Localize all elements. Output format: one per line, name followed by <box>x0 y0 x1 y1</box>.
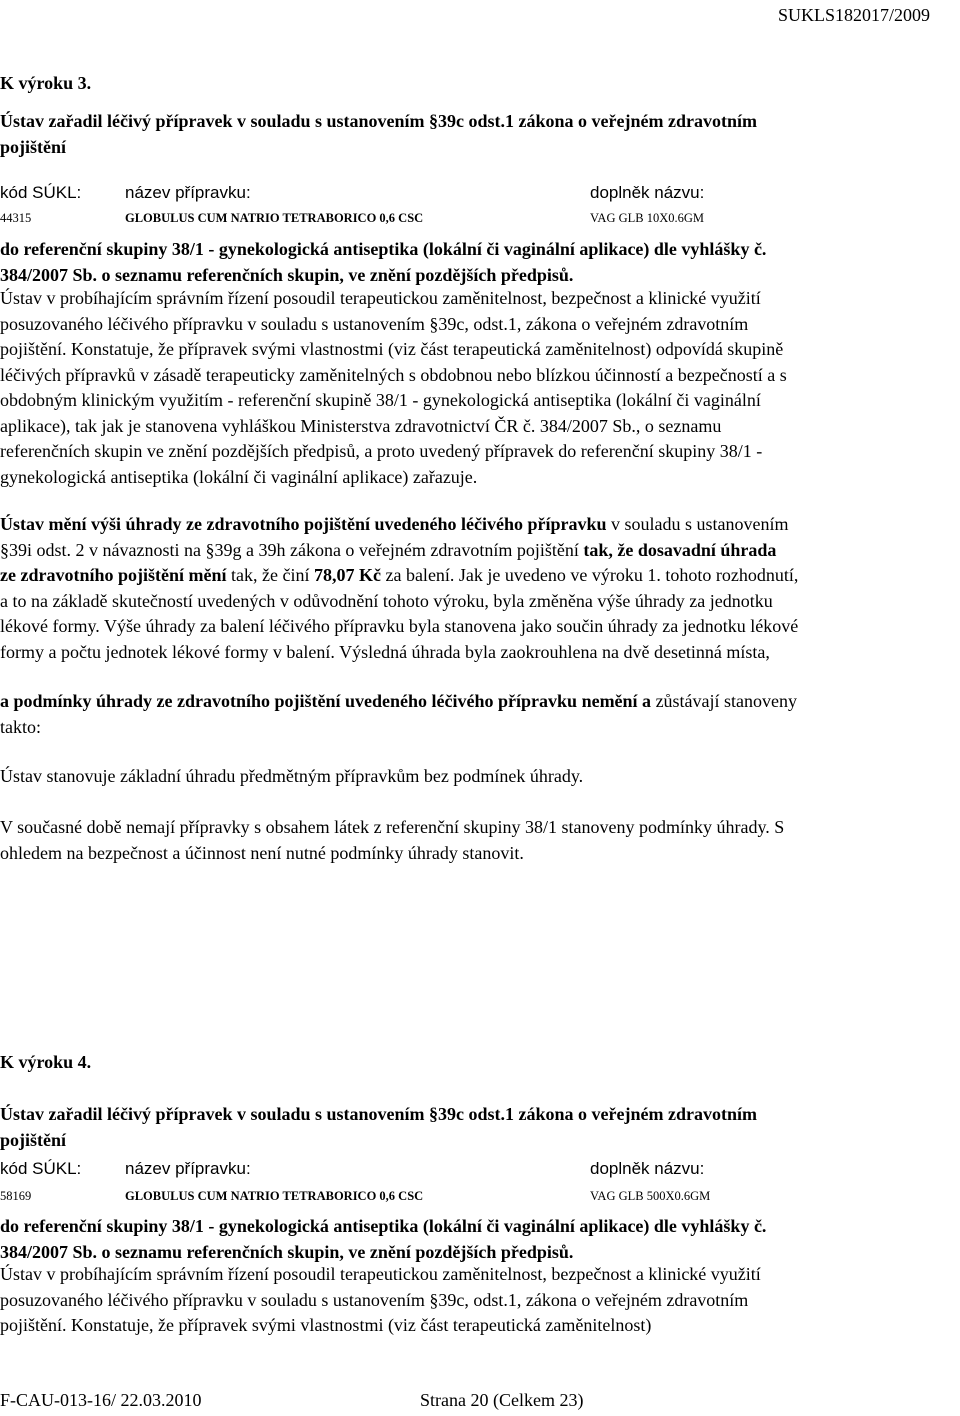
product-name: GLOBULUS CUM NATRIO TETRABORICO 0,6 CSC <box>125 1189 424 1203</box>
section-3-body <box>0 286 960 490</box>
section-4-reference-group <box>0 1214 960 1265</box>
section-4-intro-line: pojištění <box>0 1129 67 1150</box>
label-code: kód SÚKL: <box>0 1159 82 1178</box>
section-4-intro-line: Ústav zařadil léčivý přípravek v souladu s ustanovením §39c odst.1 zákona o veřejném zdravotním <box>0 1104 757 1124</box>
body-line: gynekologická antiseptika (lokální či vaginální aplikace) zařazuje. <box>0 466 478 487</box>
label-supplement: doplněk názvu: <box>590 1159 705 1178</box>
footer-page-number: Strana 20 (Celkem 23) <box>420 1390 584 1410</box>
body-line: Ústav v probíhajícím správním řízení posoudil terapeutickou zaměnitelnost, bezpečnost a klinické využití <box>0 288 761 308</box>
change-line-3b: za balení. Jak je uvedeno ve výroku 1. tohoto rozhodnutí, <box>380 565 799 585</box>
group-line: do referenční skupiny 38/1 - gynekologická antiseptika (lokální či vaginální aplikace) dle vyhlášky č. <box>0 239 767 259</box>
section-3-reference-group <box>0 237 960 288</box>
conditions-line-2: takto: <box>0 716 41 737</box>
section-3-intro-line: pojištění <box>0 136 67 157</box>
label-code: kód SÚKL: <box>0 183 82 202</box>
conditions-bold: a podmínky úhrady ze zdravotního pojištění uvedeného léčivého přípravku nemění a <box>0 691 652 711</box>
section-3-intro <box>0 109 960 160</box>
change-bold-2: tak, že dosavadní úhrada <box>583 539 777 560</box>
group-line: do referenční skupiny 38/1 - gynekologická antiseptika (lokální či vaginální aplikace) dle vyhlášky č. <box>0 1216 767 1236</box>
section-3-intro-line: Ústav zařadil léčivý přípravek v souladu s ustanovením §39c odst.1 zákona o veřejném zdravotním <box>0 111 757 131</box>
footer-form-code: F-CAU-013-16/ 22.03.2010 <box>0 1390 202 1410</box>
body-line: posuzovaného léčivého přípravku v souladu s ustanovením §39c, odst.1, zákona o veřejném zdravotním <box>0 313 749 334</box>
product-code: 58169 <box>0 1189 32 1203</box>
change-line-3a: tak, že činí <box>226 565 314 585</box>
label-name: název přípravku: <box>125 183 251 202</box>
change-line: formy a počtu jednotek lékové formy v balení. Výsledná úhrada byla zaokrouhlena na dvě desetinná místa, <box>0 641 770 662</box>
body-line: Ústav v probíhajícím správním řízení posoudil terapeutickou zaměnitelnost, bezpečnost a klinické využití <box>0 1264 761 1284</box>
product-supplement: VAG GLB 10X0.6GM <box>590 211 705 225</box>
section-3-basic-reimbursement <box>0 764 960 790</box>
current-line: ohledem na bezpečnost a účinnost není nutné podmínky úhrady stanovit. <box>0 842 524 863</box>
basic-line: Ústav stanovuje základní úhradu předmětným přípravkům bez podmínek úhrady. <box>0 766 584 786</box>
change-bold: Ústav mění výši úhrady ze zdravotního pojištění uvedeného léčivého přípravku <box>0 514 607 534</box>
section-3-current-state <box>0 815 960 866</box>
product-code: 44315 <box>0 211 32 225</box>
body-line: pojištění. Konstatuje, že přípravek svými vlastnostmi (viz část terapeutická zaměnitelnost) <box>0 1315 652 1335</box>
body-line: obdobným klinickým využitím - referenční skupině 38/1 - gynekologická antiseptika (lokální či vaginální <box>0 390 761 410</box>
document-reference: SUKLS182017/2009 <box>778 5 931 25</box>
section-4-intro <box>0 1102 960 1153</box>
current-line: V současné době nemají přípravky s obsahem látek z referenční skupiny 38/1 stanoveny podmínky úhrady. S <box>0 817 785 837</box>
product-name: GLOBULUS CUM NATRIO TETRABORICO 0,6 CSC <box>125 211 424 225</box>
change-amount: 78,07 Kč <box>313 565 381 585</box>
body-line: referenčních skupin ve znění pozdějších předpisů, a proto uvedený přípravek do referenční skupiny 38/1 - <box>0 441 763 461</box>
label-name: název přípravku: <box>125 1159 251 1178</box>
product-supplement: VAG GLB 500X0.6GM <box>590 1189 711 1203</box>
change-line: lékové formy. Výše úhrady za balení léčivého přípravku byla stanovena jako součin úhrady za jednotku lékové <box>0 616 799 636</box>
body-line: pojištění. Konstatuje, že přípravek svými vlastnostmi (viz část terapeutická zaměnitelnost) odpovídá skupině <box>0 339 784 359</box>
section-3-reimbursement-change <box>0 512 960 665</box>
body-line: aplikace), tak jak je stanovena vyhláškou Ministerstva zdravotnictví ČR č. 384/2007 Sb., o seznamu <box>0 415 722 436</box>
change-bold-3: ze zdravotního pojištění mění <box>0 565 227 585</box>
label-supplement: doplněk názvu: <box>590 183 705 202</box>
group-line: 384/2007 Sb. o seznamu referenčních skupin, ve znění pozdějších předpisů. <box>0 1241 574 1262</box>
conditions-normal: zůstávají stanoveny <box>651 691 798 711</box>
section-3-heading: K výroku 3. <box>0 73 92 93</box>
group-line: 384/2007 Sb. o seznamu referenčních skupin, ve znění pozdějších předpisů. <box>0 264 574 285</box>
body-line: léčivých přípravků v zásadě terapeuticky zaměnitelných s obdobnou nebo blízkou účinností a bezpečností a s <box>0 364 787 385</box>
section-4-heading: K výroku 4. <box>0 1052 92 1072</box>
section-3-conditions <box>0 689 960 740</box>
change-line-2: §39i odst. 2 v návaznosti na §39g a 39h zákona o veřejném zdravotním pojištění <box>0 539 584 560</box>
section-4-body <box>0 1262 960 1339</box>
change-line: a to na základě skutečností uvedených v odůvodnění tohoto výroku, byla změněna výše úhrady za jednotku <box>0 590 773 611</box>
change-normal: v souladu s ustanovením <box>606 514 789 534</box>
body-line: posuzovaného léčivého přípravku v souladu s ustanovením §39c, odst.1, zákona o veřejném zdravotním <box>0 1289 749 1310</box>
